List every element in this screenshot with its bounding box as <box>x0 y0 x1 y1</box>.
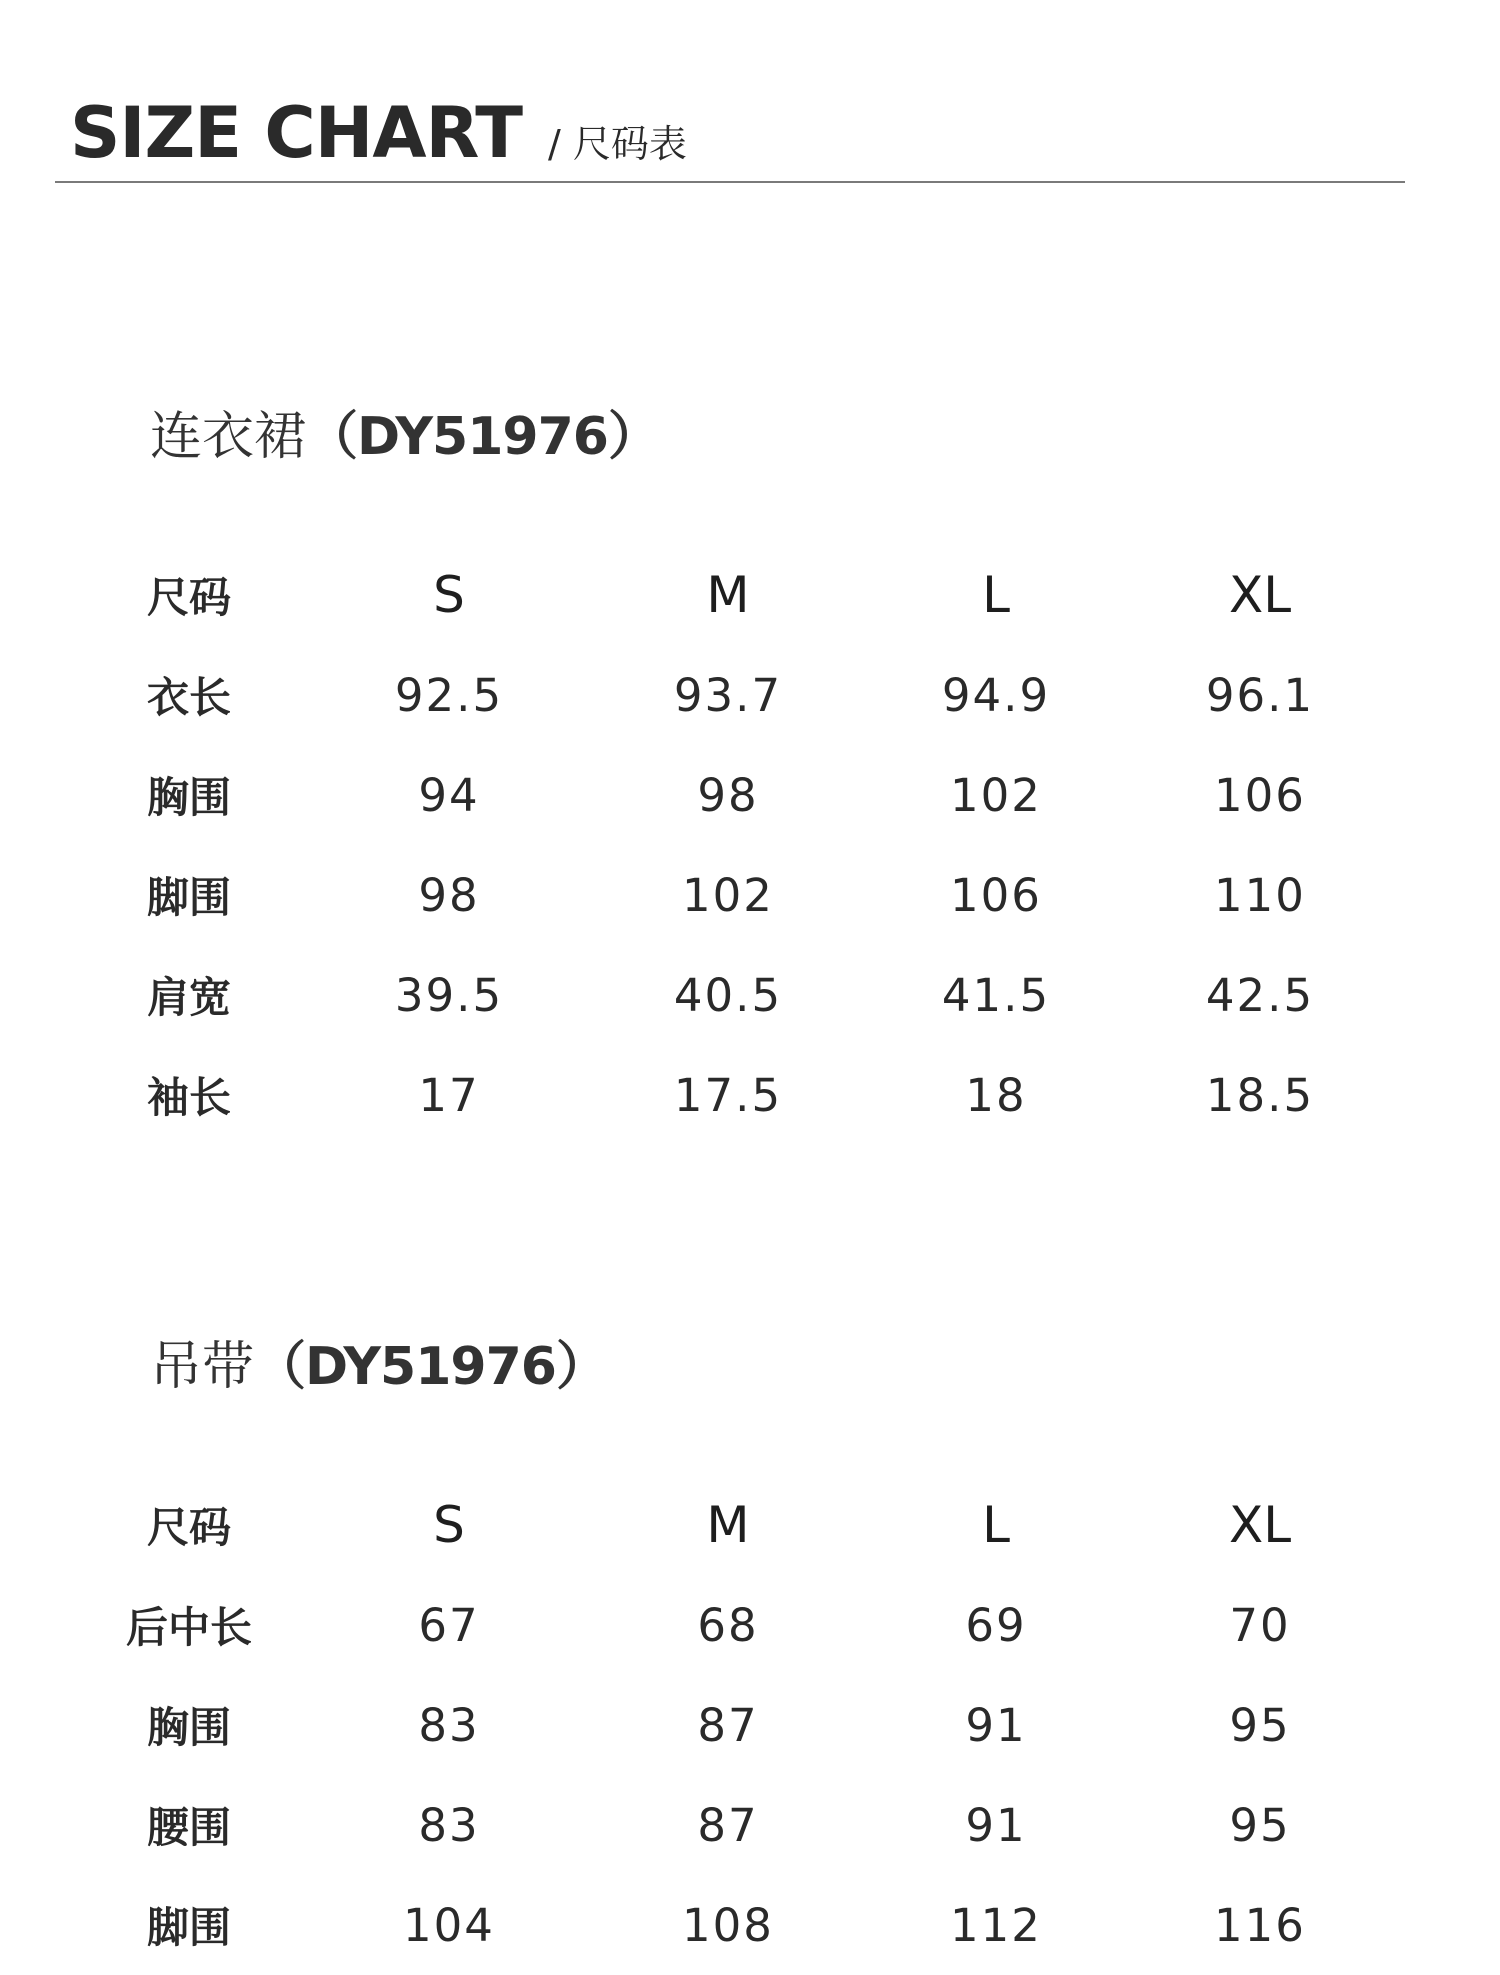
row-label: 袖长 <box>146 1073 232 1122</box>
table-row <box>90 1675 1410 1775</box>
cell-m: 87 <box>697 1798 759 1852</box>
table-row <box>90 745 1410 845</box>
row-label: 衣长 <box>146 673 232 722</box>
cell-xl: 95 <box>1229 1798 1291 1852</box>
page-header <box>70 92 687 174</box>
cell-l: 106 <box>950 868 1042 922</box>
cell-s: 94 <box>418 768 480 822</box>
row-label: 胸围 <box>146 773 232 822</box>
cell-s: 104 <box>403 1898 495 1952</box>
cell-l: 91 <box>965 1698 1027 1752</box>
size-table-camisole <box>90 1475 1410 1975</box>
cell-s: 39.5 <box>394 968 504 1022</box>
cell-m: 87 <box>697 1698 759 1752</box>
cell-l: 69 <box>965 1598 1027 1652</box>
row-label: 后中长 <box>125 1603 253 1652</box>
header-cell-label: 尺码 <box>146 573 232 622</box>
section-code: （DY51976） <box>254 1337 607 1397</box>
row-label: 肩宽 <box>146 973 232 1022</box>
cell-m: 40.5 <box>673 968 783 1022</box>
header-cell-s: S <box>433 566 465 624</box>
cell-s: 98 <box>418 868 480 922</box>
table-row <box>90 945 1410 1045</box>
header-cell-s: S <box>433 1496 465 1554</box>
table-row <box>90 1045 1410 1145</box>
section-title <box>150 1324 607 1399</box>
cell-m: 17.5 <box>673 1068 783 1122</box>
cell-s: 17 <box>418 1068 480 1122</box>
cell-l: 41.5 <box>941 968 1051 1022</box>
header-cell-m: M <box>706 1496 750 1554</box>
header-cell-label: 尺码 <box>146 1503 232 1552</box>
cell-m: 108 <box>682 1898 774 1952</box>
cell-xl: 96.1 <box>1205 668 1315 722</box>
section-name: 吊带 <box>150 1337 255 1397</box>
header-cell-l: L <box>982 1496 1010 1554</box>
cell-l: 102 <box>950 768 1042 822</box>
cell-l: 112 <box>950 1898 1042 1952</box>
header-divider <box>55 181 1405 183</box>
cell-s: 83 <box>418 1698 480 1752</box>
table-row <box>90 645 1410 745</box>
table-row <box>90 1575 1410 1675</box>
cell-xl: 110 <box>1214 868 1306 922</box>
header-cell-xl: XL <box>1228 1496 1292 1554</box>
section-name: 连衣裙 <box>150 407 307 467</box>
cell-xl: 18.5 <box>1205 1068 1315 1122</box>
cell-l: 94.9 <box>941 668 1051 722</box>
row-label: 脚围 <box>146 1903 232 1952</box>
cell-s: 92.5 <box>394 668 504 722</box>
page-title: SIZE CHART <box>70 92 523 174</box>
table-row <box>90 1875 1410 1975</box>
header-cell-l: L <box>982 566 1010 624</box>
cell-m: 98 <box>697 768 759 822</box>
section-code: （DY51976） <box>306 407 659 467</box>
row-label: 脚围 <box>146 873 232 922</box>
table-row <box>90 845 1410 945</box>
size-table-dress <box>90 545 1410 1145</box>
cell-m: 93.7 <box>673 668 783 722</box>
cell-xl: 95 <box>1229 1698 1291 1752</box>
table-row <box>90 1775 1410 1875</box>
section-title <box>150 394 659 469</box>
table-header-row <box>90 545 1410 645</box>
header-cell-m: M <box>706 566 750 624</box>
cell-xl: 116 <box>1214 1898 1306 1952</box>
cell-l: 18 <box>965 1068 1027 1122</box>
cell-xl: 106 <box>1214 768 1306 822</box>
page-subtitle: / 尺码表 <box>548 122 687 166</box>
cell-xl: 70 <box>1229 1598 1291 1652</box>
table-header-row <box>90 1475 1410 1575</box>
cell-s: 67 <box>418 1598 480 1652</box>
header-cell-xl: XL <box>1228 566 1292 624</box>
cell-l: 91 <box>965 1798 1027 1852</box>
cell-s: 83 <box>418 1798 480 1852</box>
cell-xl: 42.5 <box>1205 968 1315 1022</box>
cell-m: 68 <box>697 1598 759 1652</box>
cell-m: 102 <box>682 868 774 922</box>
row-label: 腰围 <box>146 1803 232 1852</box>
row-label: 胸围 <box>146 1703 232 1752</box>
